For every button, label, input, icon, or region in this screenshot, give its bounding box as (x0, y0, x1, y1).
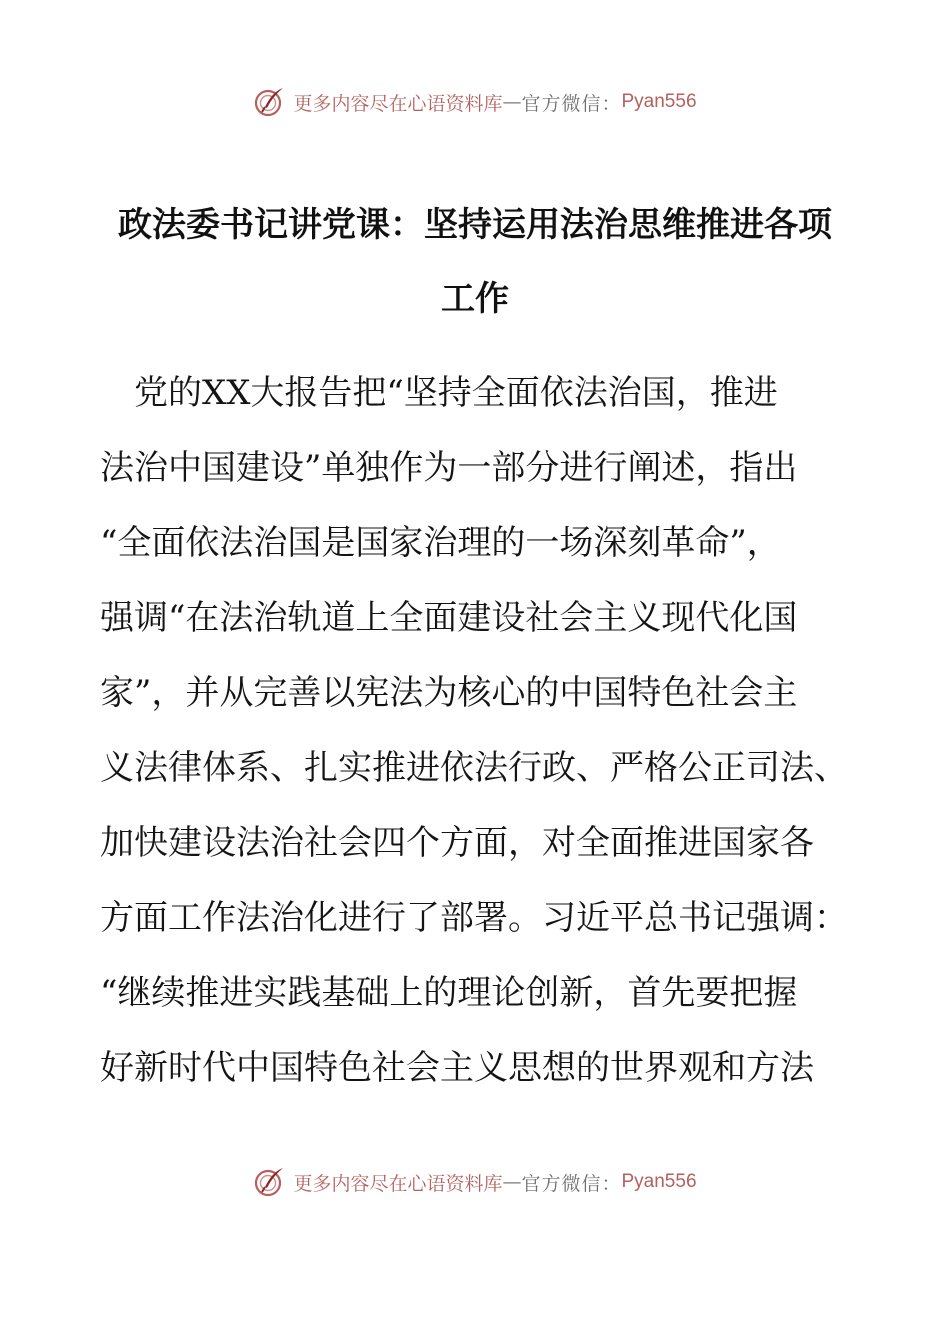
body-paragraph (100, 356, 860, 1106)
banner-contact-label: 官方微信： (521, 1172, 622, 1195)
banner-separator: — (502, 91, 522, 113)
quill-pen-logo-icon (253, 85, 287, 119)
banner-contact-label: 官方微信： (521, 92, 622, 115)
body-line: 加快建设法治社会四个方面，对全面推进国家各 (100, 823, 814, 863)
body-line: “全面依法治国是国家治理的一场深刻革命”， (100, 523, 781, 563)
body-line: 好新时代中国特色社会主义思想的世界观和方法 (100, 1048, 814, 1088)
footer-watermark-banner (0, 1160, 950, 1204)
banner-wechat-id: Pyan556 (621, 1171, 697, 1192)
body-line: 党的XX大报告把“坚持全面依法治国，推进 (100, 373, 778, 413)
document-title-line-1: 政法委书记讲党课：坚持运用法治思维推进各项 (118, 205, 832, 245)
quill-pen-logo-icon (253, 1165, 287, 1199)
banner-slogan: 更多内容尽在心语资料库 (293, 1172, 503, 1195)
banner-wechat-id: Pyan556 (621, 91, 697, 112)
body-line: 义法律体系、扎实推进依法行政、严格公正司法、 (100, 748, 848, 788)
body-line: “继续推进实践基础上的理论创新，首先要把握 (100, 973, 798, 1013)
body-line: 方面工作法治化进行了部署。习近平总书记强调： (100, 898, 848, 938)
body-line: 法治中国建设”单独作为一部分进行阐述，指出 (100, 448, 798, 488)
body-line: 强调“在法治轨道上全面建设社会主义现代化国 (100, 598, 798, 638)
body-line: 家”，并从完善以宪法为核心的中国特色社会主 (100, 673, 798, 713)
header-watermark-banner (0, 80, 950, 124)
banner-separator: — (502, 1171, 522, 1193)
banner-slogan: 更多内容尽在心语资料库 (293, 92, 503, 115)
document-title-line-2: 工作 (441, 279, 509, 319)
